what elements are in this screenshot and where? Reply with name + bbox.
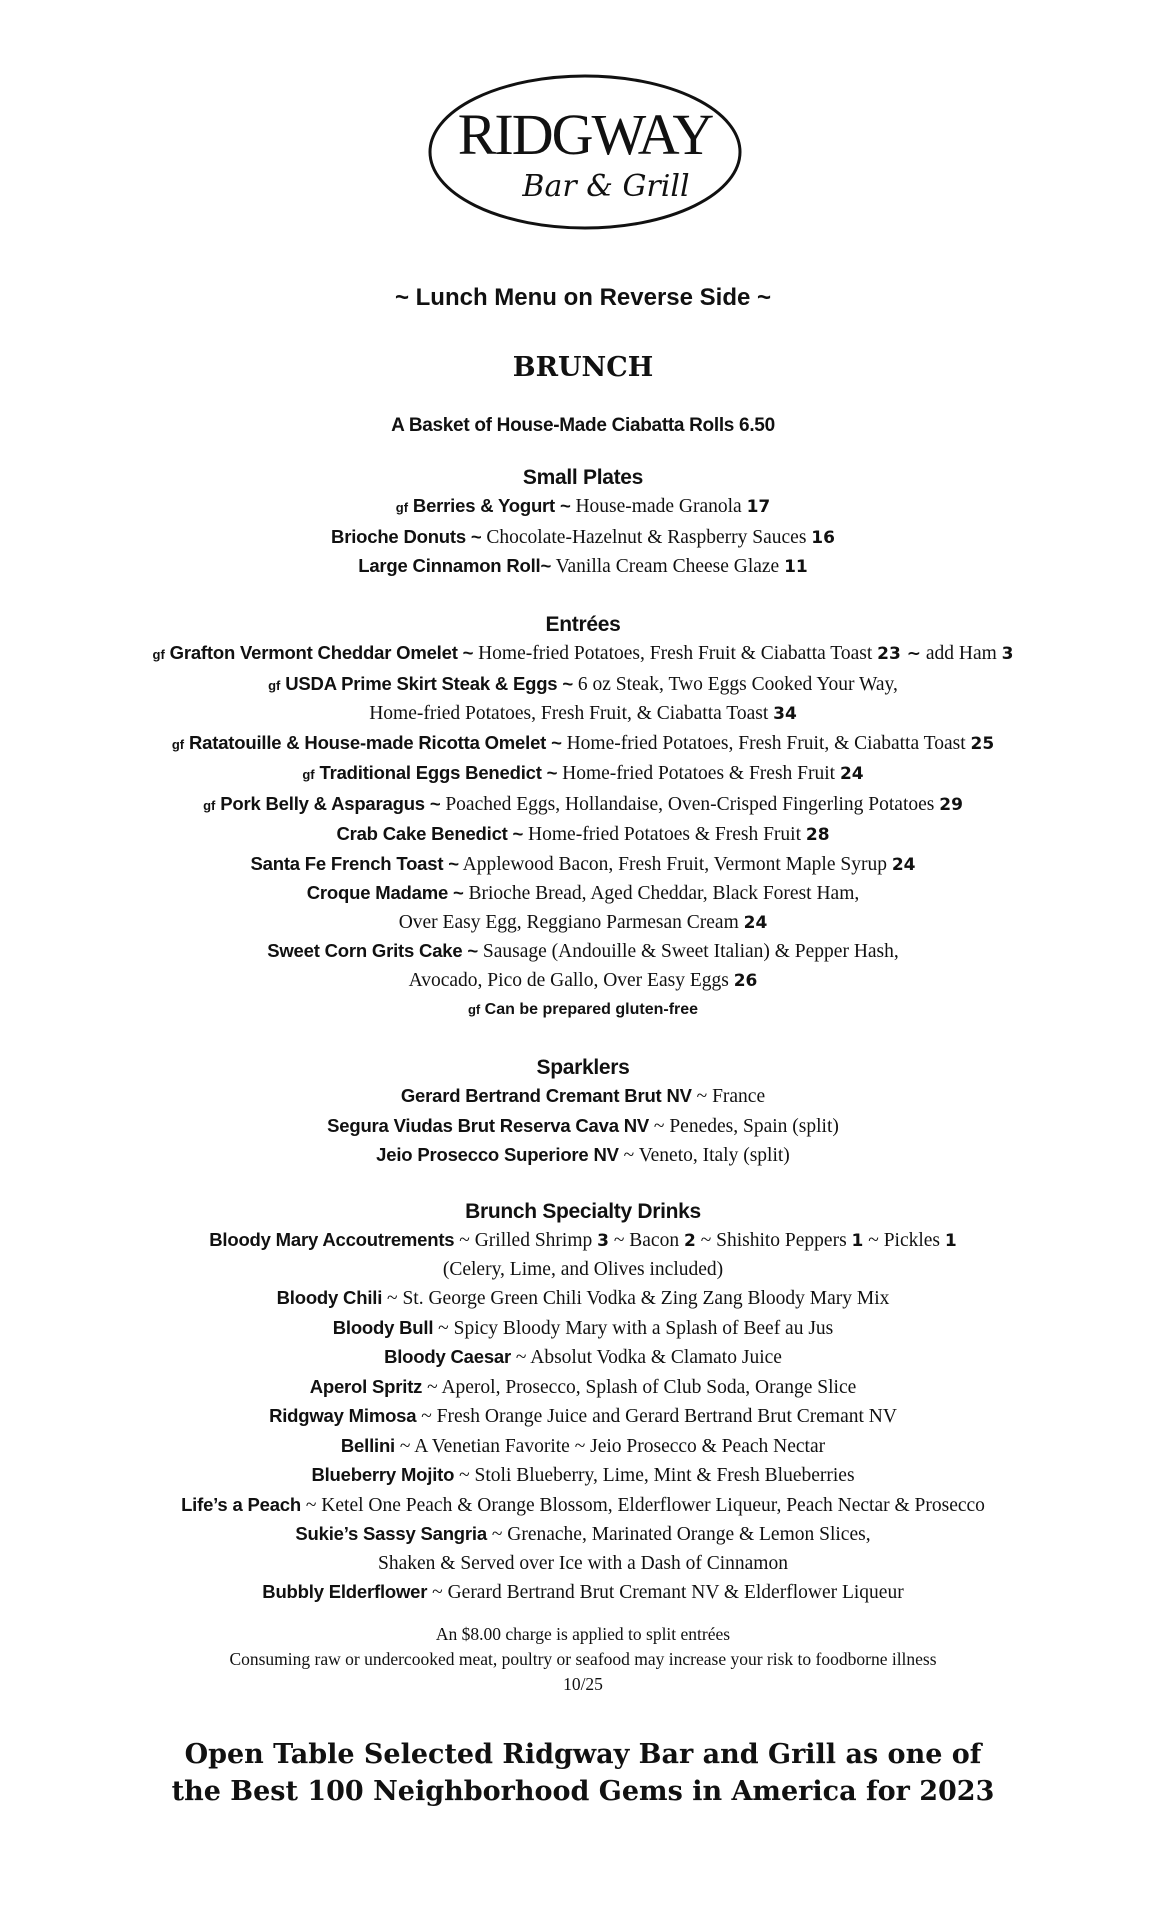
menu-item: Crab Cake Benedict ~ Home-fried Potatoes & Fresh Fruit 28 — [336, 823, 830, 845]
footer-notes — [0, 1622, 1166, 1697]
menu-item: Santa Fe French Toast ~ Applewood Bacon, Fresh Fruit, Vermont Maple Syrup 24 — [250, 852, 916, 875]
bread-basket: A Basket of House-Made Ciabatta Rolls 6.50 — [391, 415, 775, 436]
section-heading: Sparklers — [536, 1056, 630, 1079]
menu-item: gf Ratatouille & House-made Ricotta Omelet ~ Home-fried Potatoes, Fresh Fruit, & Ciabatta Toast 25 — [171, 731, 995, 754]
logo-oval — [426, 72, 744, 232]
drink-item: Bloody Mary Accoutrements ~ Grilled Shrimp 3 ~ Bacon 2 ~ Shishito Peppers 1 ~ Pickles 1 — [209, 1229, 957, 1251]
wine-item: Segura Viudas Brut Reserva Cava NV ~ Penedes, Spain (split) — [327, 1114, 839, 1137]
drink-item: Bubbly Elderflower ~ Gerard Bertrand Brut Cremant NV & Elderflower Liqueur — [262, 1581, 904, 1603]
menu-item: Sweet Corn Grits Cake ~ Sausage (Andouille & Sweet Italian) & Pepper Hash, — [267, 940, 899, 962]
menu-item: Brioche Donuts ~ Chocolate-Hazelnut & Raspberry Sauces 16 — [331, 525, 835, 548]
split-charge: An $8.00 charge is applied to split entrées — [435, 1624, 731, 1644]
menu-item: Large Cinnamon Roll~ Vanilla Cream Cheese Glaze 11 — [358, 555, 808, 577]
logo-tagline: Bar & Grill — [522, 169, 690, 204]
menu-item: gf Berries & Yogurt ~ House-made Granola 17 — [395, 495, 771, 517]
drink-item: Bellini ~ A Venetian Favorite ~ Jeio Prosecco & Peach Nectar — [340, 1434, 826, 1457]
specialty-drinks-section — [0, 1198, 1166, 1608]
menu-item: Croque Madame ~ Brioche Bread, Aged Cheddar, Black Forest Ham, — [306, 882, 860, 904]
drink-item-continued: Shaken & Served over Ice with a Dash of Cinnamon — [378, 1552, 788, 1574]
small-plates-section — [0, 464, 1166, 582]
menu-item: gf Grafton Vermont Cheddar Omelet ~ Home-fried Potatoes, Fresh Fruit & Ciabatta Toast 23 ~ add Ham 3 — [152, 642, 1014, 664]
section-heading: Brunch Specialty Drinks — [465, 1200, 701, 1223]
menu-item-continued: Avocado, Pico de Gallo, Over Easy Eggs 26 — [408, 969, 758, 991]
drink-item: Bloody Chili ~ St. George Green Chili Vodka & Zing Zang Bloody Mary Mix — [276, 1287, 890, 1309]
wine-item: Jeio Prosecco Superiore NV ~ Veneto, Italy (split) — [376, 1144, 790, 1166]
drink-item: Ridgway Mimosa ~ Fresh Orange Juice and Gerard Bertrand Brut Cremant NV — [269, 1405, 897, 1427]
award-banner: Open Table Selected Ridgway Bar and Grill as one of the Best 100 Neighborhood Gems in America for 2023 — [171, 1739, 995, 1807]
menu-date: 10/25 — [563, 1674, 603, 1694]
entrees-section — [0, 611, 1166, 995]
menu-item: gf USDA Prime Skirt Steak & Eggs ~ 6 oz Steak, Two Eggs Cooked Your Way, — [268, 672, 898, 695]
page-title: BRUNCH — [512, 352, 654, 383]
drink-item: Bloody Caesar ~ Absolut Vodka & Clamato Juice — [384, 1346, 782, 1368]
drink-item-continued: (Celery, Lime, and Olives included) — [442, 1258, 724, 1280]
menu-item-continued: Over Easy Egg, Reggiano Parmesan Cream 24 — [398, 911, 768, 933]
menu-item: gf Pork Belly & Asparagus ~ Poached Eggs, Hollandaise, Oven-Crisped Fingerling Potatoes 29 — [203, 792, 963, 815]
lunch-notice: ~ Lunch Menu on Reverse Side ~ — [394, 284, 772, 311]
drink-item: Blueberry Mojito ~ Stoli Blueberry, Lime, Mint & Fresh Blueberries — [311, 1464, 855, 1486]
menu-item: gf Traditional Eggs Benedict ~ Home-fried Potatoes & Fresh Fruit 24 — [302, 762, 864, 784]
logo-name: RIDGWAY — [457, 102, 713, 167]
drink-item: Life’s a Peach ~ Ketel One Peach & Orange Blossom, Elderflower Liqueur, Peach Nectar & Prosecco — [181, 1493, 985, 1516]
gluten-free-note: gf Can be prepared gluten-free — [467, 1001, 699, 1018]
wine-item: Gerard Bertrand Cremant Brut NV ~ France — [400, 1085, 766, 1107]
menu-item-continued: Home-fried Potatoes, Fresh Fruit, & Ciabatta Toast 34 — [369, 703, 797, 724]
drink-item: Sukie’s Sassy Sangria ~ Grenache, Marinated Orange & Lemon Slices, — [295, 1523, 871, 1545]
drink-item: Bloody Bull ~ Spicy Bloody Mary with a Splash of Beef au Jus — [332, 1316, 834, 1339]
food-safety-warning: Consuming raw or undercooked meat, poultry or seafood may increase your risk to foodborne illness — [229, 1649, 937, 1669]
section-heading: Small Plates — [522, 466, 644, 489]
logo — [426, 72, 744, 232]
section-heading: Entrées — [545, 613, 621, 636]
sparklers-section — [0, 1054, 1166, 1171]
drink-item: Aperol Spritz ~ Aperol, Prosecco, Splash of Club Soda, Orange Slice — [309, 1375, 857, 1398]
